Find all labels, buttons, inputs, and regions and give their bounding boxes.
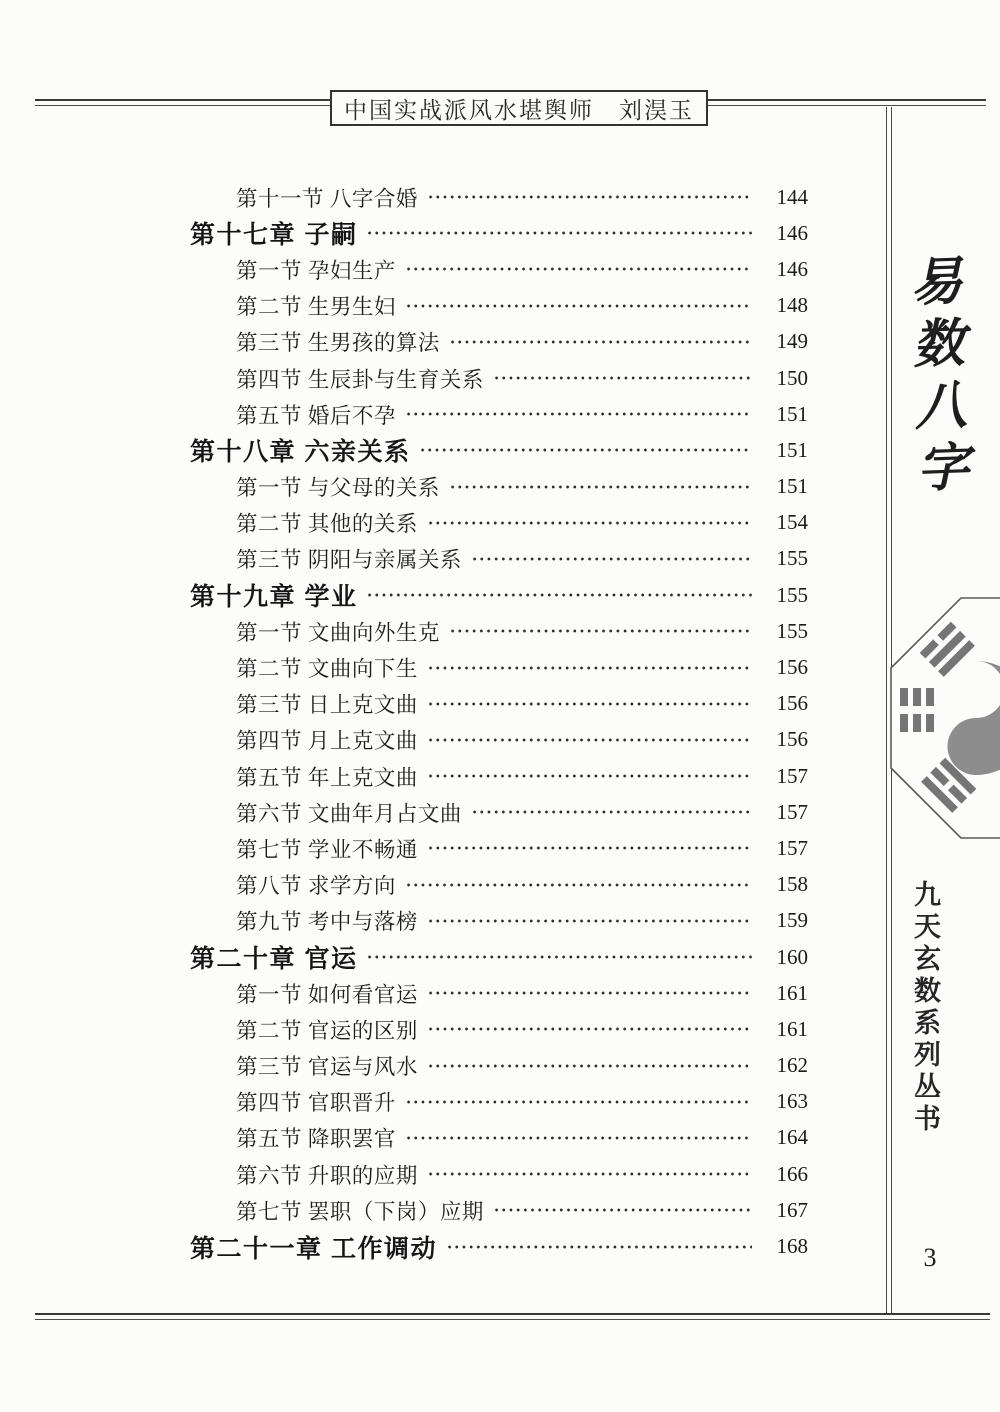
toc-entry-page-number: 148 bbox=[776, 293, 808, 318]
dot-leader bbox=[366, 587, 752, 603]
series-title-vertical: 九天玄数系列丛书 bbox=[910, 880, 940, 1136]
toc-entry bbox=[190, 396, 808, 432]
page-number: 3 bbox=[923, 1243, 937, 1272]
dot-leader bbox=[405, 261, 752, 277]
toc-entry-title: 第四节 月上克文曲 bbox=[236, 729, 418, 754]
toc-entry-title: 第一节 与父母的关系 bbox=[236, 476, 440, 501]
toc-entry-page-number: 157 bbox=[776, 835, 808, 860]
toc-entry-title: 第一节 文曲向外生克 bbox=[236, 620, 440, 645]
toc-entry bbox=[190, 1084, 808, 1120]
dot-leader bbox=[427, 732, 752, 748]
toc-entry-title: 第二节 官运的区别 bbox=[236, 1018, 418, 1043]
toc-entry-title: 第五节 年上克文曲 bbox=[236, 765, 418, 790]
toc-entry bbox=[190, 975, 808, 1011]
toc-entry bbox=[190, 541, 808, 577]
toc-entry-title: 第二十一章 工作调动 bbox=[190, 1234, 437, 1263]
bagua-yinyang-icon bbox=[886, 588, 1000, 850]
dot-leader bbox=[427, 768, 752, 784]
toc-entry bbox=[190, 215, 808, 251]
toc-entry-page-number: 160 bbox=[776, 944, 808, 969]
toc-entry bbox=[190, 432, 808, 468]
toc-entry-page-number: 163 bbox=[776, 1089, 808, 1114]
dot-leader bbox=[427, 840, 752, 856]
toc-entry-title: 第五节 婚后不孕 bbox=[236, 403, 396, 428]
toc-entry-page-number: 155 bbox=[776, 546, 808, 571]
toc-entry bbox=[190, 251, 808, 287]
dot-leader bbox=[446, 1239, 752, 1255]
toc-entry-page-number: 167 bbox=[776, 1197, 808, 1222]
toc-entry-page-number: 155 bbox=[776, 582, 808, 607]
dot-leader bbox=[427, 515, 752, 531]
dot-leader bbox=[405, 298, 752, 314]
dot-leader bbox=[427, 1166, 752, 1182]
toc-entry-title: 第一节 如何看官运 bbox=[236, 982, 418, 1007]
toc-entry-title: 第三节 阴阳与亲属关系 bbox=[236, 548, 462, 573]
toc-entry bbox=[190, 324, 808, 360]
toc-entry-title: 第三节 日上克文曲 bbox=[236, 693, 418, 718]
dot-leader bbox=[449, 334, 752, 350]
toc-entry-page-number: 155 bbox=[776, 618, 808, 643]
toc-entry bbox=[190, 758, 808, 794]
toc-entry-page-number: 162 bbox=[776, 1053, 808, 1078]
toc-entry-title: 第七节 罢职（下岗）应期 bbox=[236, 1199, 484, 1224]
toc-entry-title: 第二节 文曲向下生 bbox=[236, 657, 418, 682]
dot-leader bbox=[427, 985, 752, 1001]
dot-leader bbox=[427, 913, 752, 929]
toc-entry-title: 第二节 其他的关系 bbox=[236, 512, 418, 537]
toc-entry-title: 第六节 文曲年月占文曲 bbox=[236, 801, 462, 826]
toc-entry bbox=[190, 1228, 808, 1264]
toc-entry-page-number: 156 bbox=[776, 727, 808, 752]
dot-leader bbox=[427, 660, 752, 676]
toc-entry bbox=[190, 939, 808, 975]
toc-entry-page-number: 161 bbox=[776, 980, 808, 1005]
toc-entry bbox=[190, 794, 808, 830]
toc-entry-title: 第十八章 六亲关系 bbox=[190, 438, 411, 467]
dot-leader bbox=[366, 949, 752, 965]
toc-entry bbox=[190, 505, 808, 541]
toc-list bbox=[190, 179, 808, 1265]
toc-entry bbox=[190, 722, 808, 758]
header-title-box bbox=[330, 90, 708, 126]
toc-entry-page-number: 166 bbox=[776, 1161, 808, 1186]
toc-entry-page-number: 146 bbox=[776, 256, 808, 281]
toc-entry-page-number: 154 bbox=[776, 510, 808, 535]
toc-entry-page-number: 156 bbox=[776, 691, 808, 716]
dot-leader bbox=[419, 442, 752, 458]
dot-leader bbox=[405, 406, 752, 422]
toc-entry bbox=[190, 288, 808, 324]
dot-leader bbox=[427, 696, 752, 712]
toc-entry-page-number: 158 bbox=[776, 872, 808, 897]
toc-entry bbox=[190, 867, 808, 903]
toc-entry-page-number: 149 bbox=[776, 329, 808, 354]
dot-leader bbox=[427, 1021, 752, 1037]
dot-leader bbox=[449, 479, 752, 495]
toc-entry bbox=[190, 469, 808, 505]
toc-entry-title: 第三节 生男孩的算法 bbox=[236, 331, 440, 356]
bottom-double-rule bbox=[35, 1313, 990, 1320]
dot-leader bbox=[427, 1058, 752, 1074]
toc-entry bbox=[190, 1192, 808, 1228]
toc-entry-page-number: 151 bbox=[776, 401, 808, 426]
toc-entry-title: 第四节 生辰卦与生育关系 bbox=[236, 367, 484, 392]
toc-entry-page-number: 168 bbox=[776, 1234, 808, 1259]
toc-entry bbox=[190, 903, 808, 939]
toc-entry-page-number: 159 bbox=[776, 908, 808, 933]
toc-entry-page-number: 146 bbox=[776, 220, 808, 245]
toc-entry-page-number: 150 bbox=[776, 365, 808, 390]
dot-leader bbox=[427, 189, 752, 205]
toc-entry-page-number: 156 bbox=[776, 655, 808, 680]
toc-entry-title: 第七节 学业不畅通 bbox=[236, 837, 418, 862]
dot-leader bbox=[366, 225, 752, 241]
toc-entry-title: 第五节 降职罢官 bbox=[236, 1127, 396, 1152]
dot-leader bbox=[471, 551, 752, 567]
toc-entry-title: 第四节 官职晋升 bbox=[236, 1091, 396, 1116]
toc-entry-page-number: 157 bbox=[776, 799, 808, 824]
toc-entry bbox=[190, 830, 808, 866]
toc-entry-page-number: 161 bbox=[776, 1016, 808, 1041]
toc-entry-title: 第十七章 子嗣 bbox=[190, 221, 358, 250]
toc-entry bbox=[190, 360, 808, 396]
toc-entry-page-number: 151 bbox=[776, 474, 808, 499]
toc-entry bbox=[190, 1156, 808, 1192]
toc-entry-title: 第二十章 官运 bbox=[190, 945, 358, 974]
dot-leader bbox=[493, 1202, 752, 1218]
dot-leader bbox=[449, 623, 752, 639]
dot-leader bbox=[405, 1130, 752, 1146]
toc-entry-title: 第三节 官运与风水 bbox=[236, 1055, 418, 1080]
toc-entry bbox=[190, 1011, 808, 1047]
toc-entry bbox=[190, 613, 808, 649]
header-title: 中国实战派风水堪舆师 刘淏玉 bbox=[344, 96, 694, 123]
toc-entry-title: 第八节 求学方向 bbox=[236, 874, 396, 899]
toc-entry bbox=[190, 577, 808, 613]
dot-leader bbox=[405, 1094, 752, 1110]
toc-entry bbox=[190, 649, 808, 685]
toc-entry bbox=[190, 179, 808, 215]
toc-entry-title: 第二节 生男生妇 bbox=[236, 295, 396, 320]
toc-entry-page-number: 157 bbox=[776, 763, 808, 788]
toc-entry bbox=[190, 1120, 808, 1156]
book-title-calligraphy: 易数八字 bbox=[899, 253, 970, 504]
dot-leader bbox=[405, 877, 752, 893]
toc-entry-page-number: 164 bbox=[776, 1125, 808, 1150]
toc-entry-title: 第十九章 学业 bbox=[190, 583, 358, 612]
toc-entry-page-number: 144 bbox=[776, 184, 808, 209]
toc-entry-page-number: 151 bbox=[776, 437, 808, 462]
toc-entry-title: 第九节 考中与落榜 bbox=[236, 910, 418, 935]
dot-leader bbox=[493, 370, 752, 386]
toc-entry bbox=[190, 1048, 808, 1084]
toc-entry bbox=[190, 686, 808, 722]
dot-leader bbox=[471, 804, 752, 820]
toc-entry-title: 第十一节 八字合婚 bbox=[236, 186, 418, 211]
toc-entry-title: 第一节 孕妇生产 bbox=[236, 258, 396, 283]
toc-entry-title: 第六节 升职的应期 bbox=[236, 1163, 418, 1188]
